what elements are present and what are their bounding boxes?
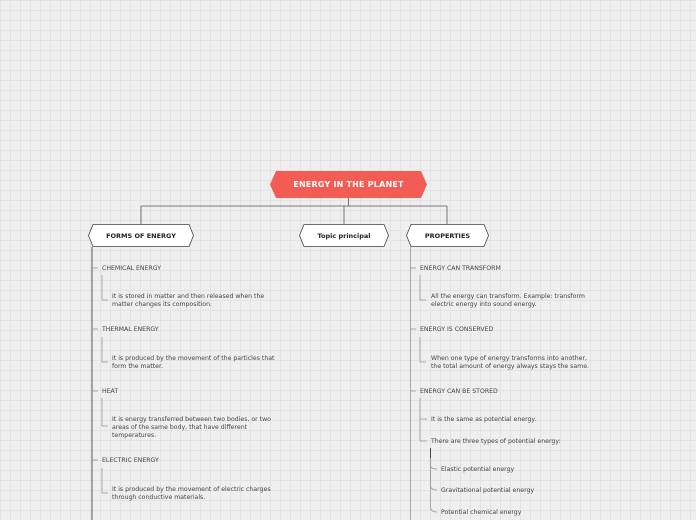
detail-energy-can-transform-line-2: electric energy into sound energy.: [431, 301, 537, 308]
subtopic-three-types-potential-energy[interactable]: There are three types of potential energy:: [431, 438, 561, 445]
topic-thermal-energy[interactable]: THERMAL ENERGY: [102, 326, 159, 333]
subtopic-same-as-potential-energy[interactable]: It is the same as potential energy.: [431, 416, 537, 423]
root-connector: [141, 198, 447, 224]
detail-thermal-energy-line-2: form the matter.: [112, 363, 163, 370]
detail-energy-is-conserved-line-2: the total amount of energy always stays the same.: [431, 363, 589, 370]
detail-heat-line-2: areas of the same body, that have different: [112, 424, 248, 431]
detail-chemical-energy-line-2: matter changes its composition.: [112, 301, 212, 308]
topic-energy-can-transform[interactable]: ENERGY CAN TRANSFORM: [420, 265, 501, 272]
branch-topic-principal[interactable]: [299, 224, 389, 247]
forms-detail-bracket-1: [102, 337, 108, 362]
topic-energy-can-be-stored[interactable]: ENERGY CAN BE STORED: [420, 388, 498, 395]
root-topic[interactable]: [270, 171, 427, 198]
topic-energy-is-conserved[interactable]: ENERGY IS CONSERVED: [420, 326, 494, 333]
detail-heat-line-1: It is energy transferred between two bodies, or two: [112, 416, 271, 423]
branch-label: Topic principal: [317, 231, 371, 240]
forms-detail-bracket-3: [102, 468, 108, 493]
detail-electric-energy-line-2: through conductive materials.: [112, 494, 206, 501]
branch-label: PROPERTIES: [424, 231, 471, 240]
branch-label: FORMS OF ENERGY: [106, 231, 176, 240]
subtopic-gravitational-potential-energy[interactable]: Gravitational potential energy: [441, 487, 535, 494]
stored-connector: [420, 398, 427, 441]
forms-detail-bracket-2: [102, 398, 108, 426]
topic-electric-energy[interactable]: ELECTRIC ENERGY: [102, 457, 159, 464]
detail-chemical-energy-line-1: It is stored in matter and then released when the: [112, 293, 265, 300]
forms-detail-bracket-0: [102, 275, 108, 300]
detail-thermal-energy-line-1: It is produced by the movement of the particles that: [112, 355, 275, 362]
subtopic-elastic-potential-energy[interactable]: Elastic potential energy: [441, 466, 515, 473]
branch-properties[interactable]: [406, 224, 489, 247]
properties-detail-bracket-1: [420, 337, 426, 362]
detail-energy-is-conserved-line-1: When one type of energy transforms into another,: [431, 355, 587, 362]
detail-electric-energy-line-1: It is produced by the movement of electric charges: [112, 486, 271, 493]
root-topic-label: ENERGY IN THE PLANET: [293, 180, 404, 189]
subtopic-potential-chemical-energy[interactable]: Potential chemical energy: [441, 509, 522, 516]
topic-chemical-energy[interactable]: CHEMICAL ENERGY: [102, 265, 162, 272]
detail-heat-line-3: temperatures.: [112, 432, 157, 439]
detail-energy-can-transform-line-1: All the energy can transform. Example: transform: [431, 293, 585, 300]
child-connector-2: [431, 448, 438, 512]
topic-heat[interactable]: HEAT: [102, 388, 119, 395]
properties-detail-bracket-0: [420, 275, 426, 300]
branch-forms-of-energy[interactable]: [88, 224, 194, 247]
child-connector-0: [431, 448, 438, 469]
